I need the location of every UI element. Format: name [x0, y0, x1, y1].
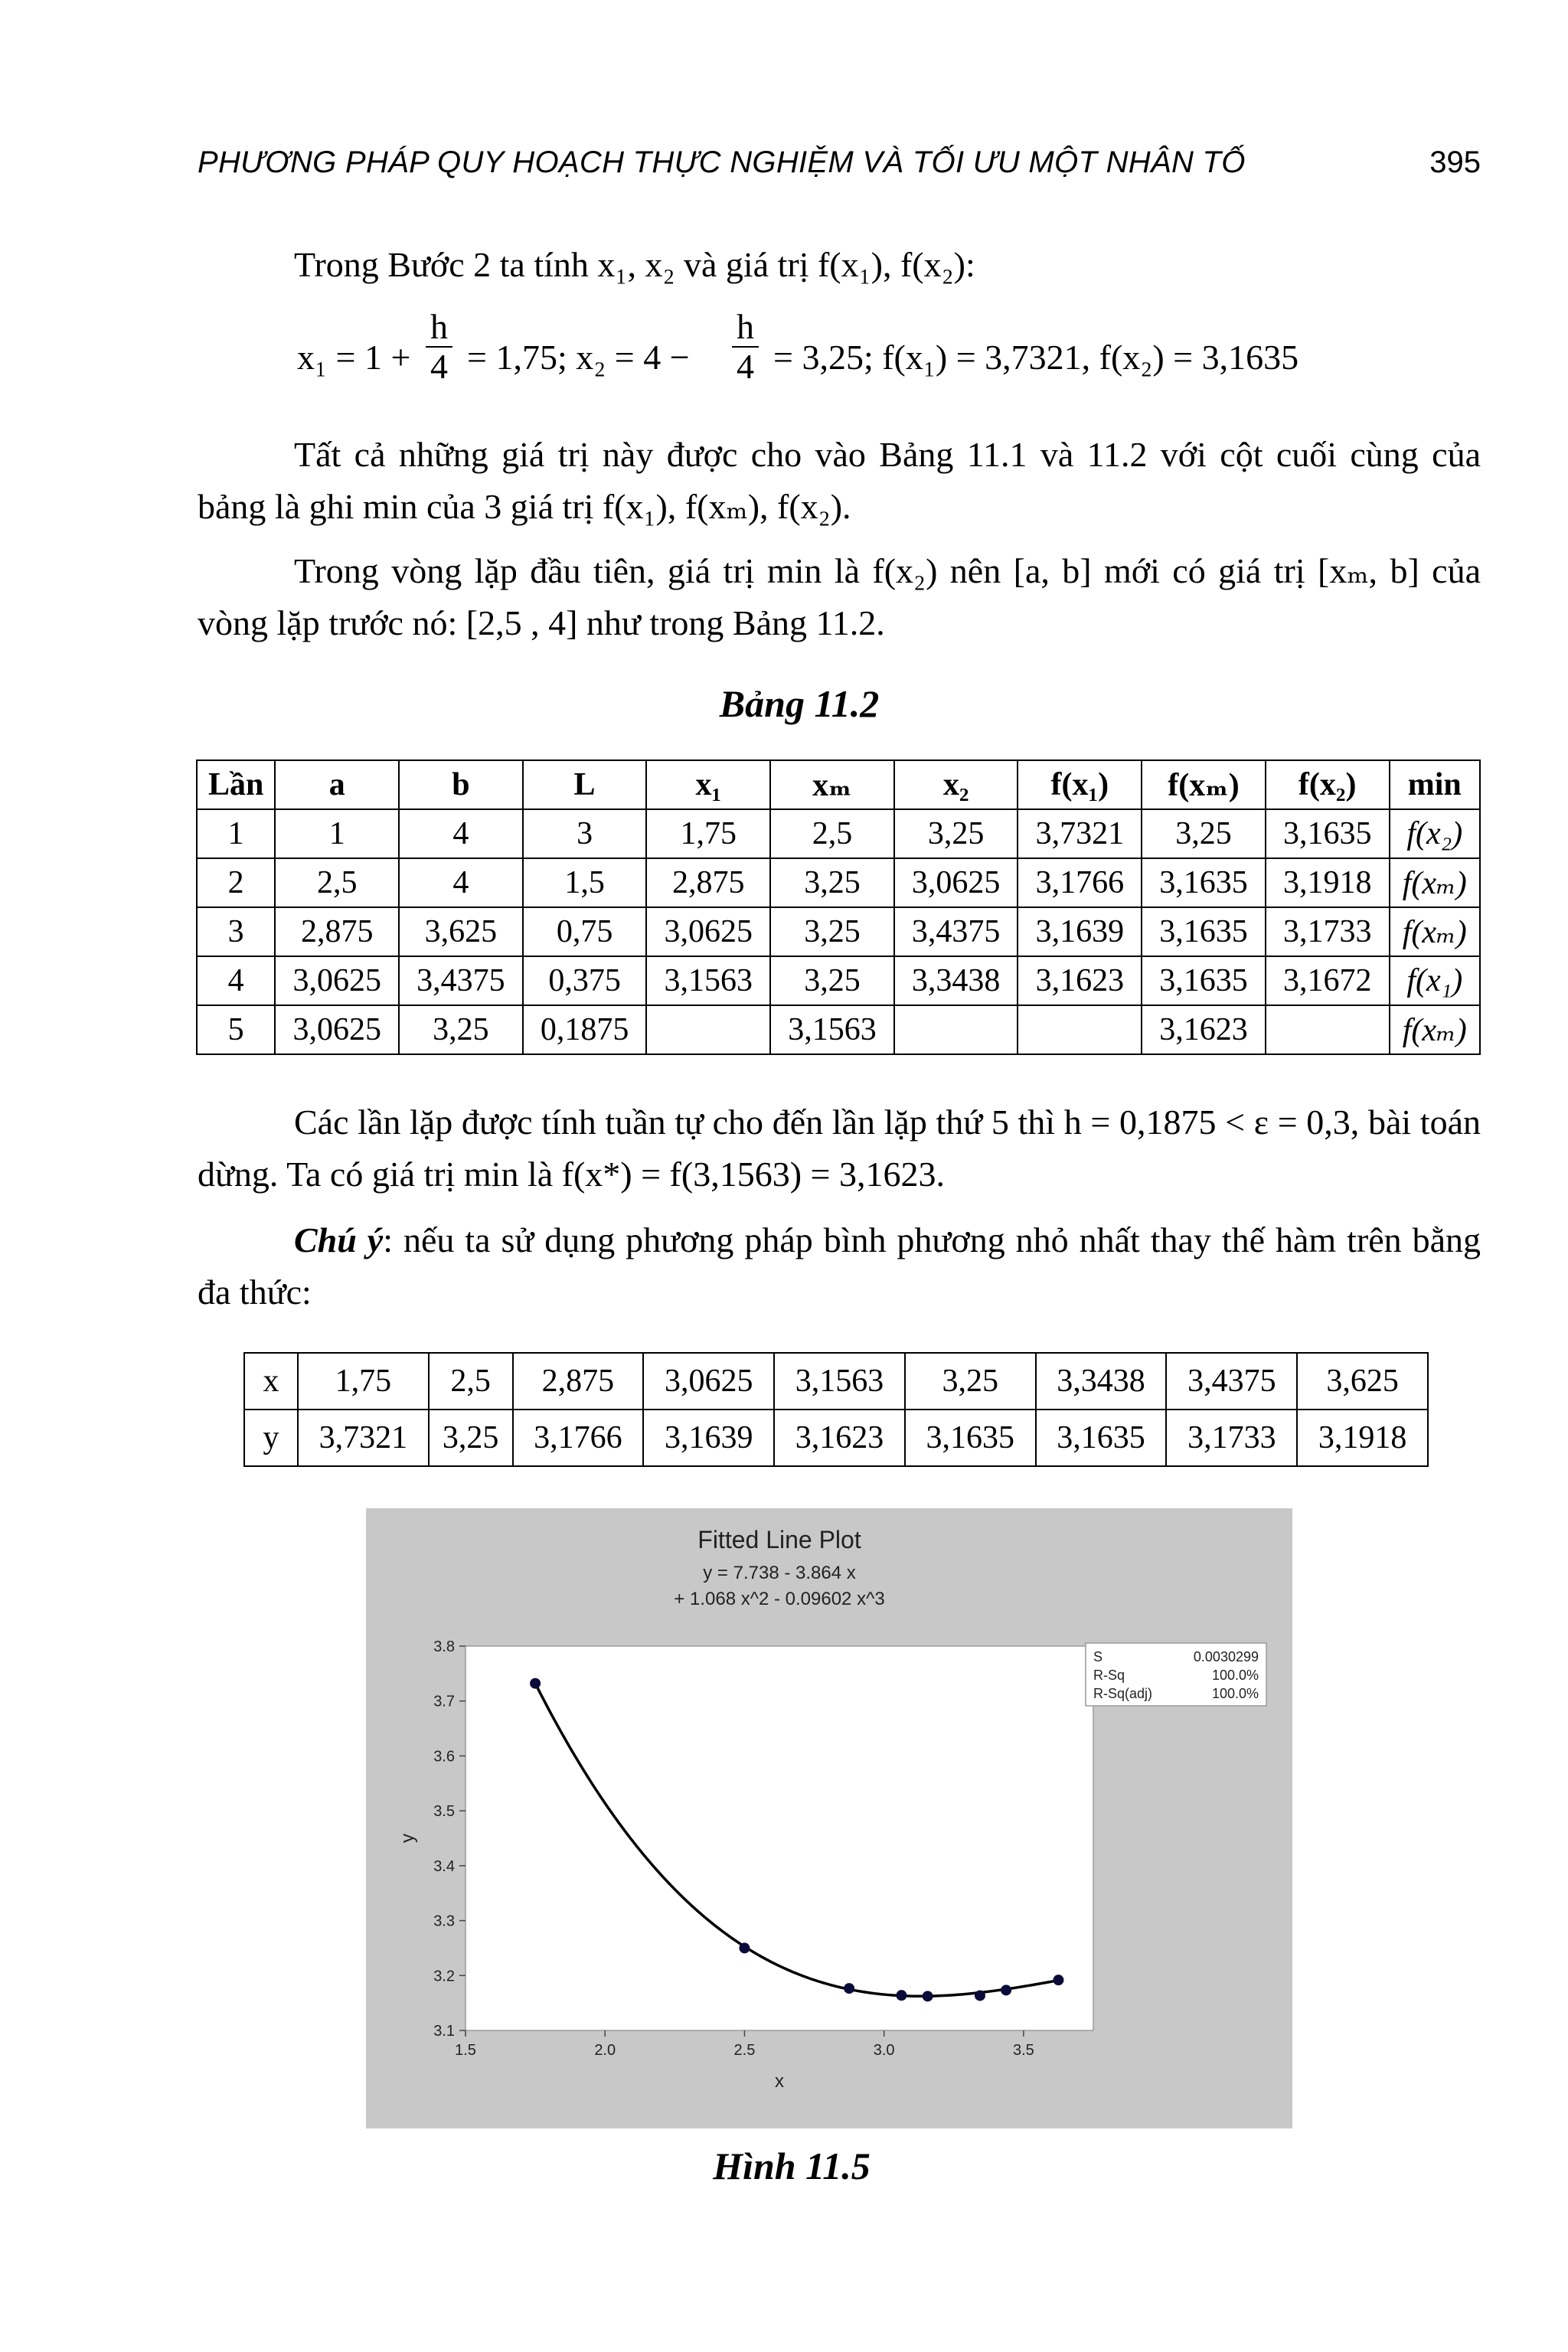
data-point [530, 1678, 541, 1689]
table-cell: 3,25 [399, 1005, 523, 1054]
table-cell: 4 [399, 809, 523, 858]
paragraph-stop [198, 1096, 1481, 1200]
table-cell: 3,1918 [1266, 858, 1390, 907]
formula-fraction-1 [426, 308, 452, 386]
data-point [975, 1990, 985, 2001]
table-cell [646, 1005, 770, 1054]
table-cell: 5 [197, 1005, 275, 1054]
x-axis-label: x [775, 2071, 784, 2092]
formula-part-c: = 3,25; f(x₁) = 3,7321, f(x₂) = 3,1635 [773, 338, 1299, 377]
table-cell: 3,1635 [1142, 907, 1266, 956]
paragraph-note [198, 1214, 1481, 1318]
table-cell: 3,4375 [894, 907, 1018, 956]
table-cell: 2 [197, 858, 275, 907]
fraction-2-denominator: 4 [737, 347, 754, 386]
xy-table-cell: 3,625 [1297, 1353, 1428, 1410]
table-cell: f(xₘ) [1390, 907, 1480, 956]
table-cell: 1 [275, 809, 399, 858]
xy-table-cell: 3,1733 [1166, 1410, 1297, 1466]
xy-table-cell: 3,7321 [298, 1410, 429, 1466]
paragraph-step2-text: Trong Bước 2 ta tính x₁, x₂ và giá trị f(x₁), f(x₂): [294, 245, 975, 284]
table-header-cell: f(x₂) [1266, 760, 1390, 809]
table-header-cell: f(x₁) [1018, 760, 1142, 809]
xy-table-cell: 3,25 [429, 1410, 513, 1466]
y-tick-label: 3.1 [433, 2023, 455, 2040]
xy-table-cell: 3,1635 [905, 1410, 1036, 1466]
stats-label: R-Sq [1093, 1668, 1125, 1683]
xy-table-cell: 2,875 [513, 1353, 644, 1410]
fitted-line-plot-svg [366, 1508, 1292, 2128]
x-tick-label: 2.0 [594, 2042, 616, 2059]
x-tick-label: 3.0 [873, 2042, 895, 2059]
y-tick-label: 3.3 [433, 1913, 455, 1930]
table-cell [1266, 1005, 1390, 1054]
xy-table-cell: 3,1918 [1297, 1410, 1428, 1466]
table-cell: f(xₘ) [1390, 858, 1480, 907]
paragraph-stop-text: Các lần lặp được tính tuần tự cho đến lần lặp thứ 5 thì h = 0,1875 < ε = 0,3, bài toán dừng. Ta có giá trị min là f(x*) = f(3,1563) = 3,1623. [198, 1102, 1481, 1194]
fitted-line-plot [366, 1508, 1292, 2128]
table-cell: 3,25 [1142, 809, 1266, 858]
paragraph-first-loop [198, 545, 1481, 649]
xy-table-row-y [244, 1410, 1428, 1466]
y-tick-label: 3.7 [433, 1693, 455, 1710]
xy-table-cell: 2,5 [429, 1353, 513, 1410]
xy-table [243, 1352, 1429, 1467]
stats-label: R-Sq(adj) [1093, 1686, 1153, 1701]
x-tick-label: 3.5 [1012, 2042, 1034, 2059]
iteration-table-body [197, 809, 1480, 1054]
note-label: Chú ý [294, 1220, 384, 1259]
xy-table-row-x [244, 1353, 1428, 1410]
table-cell: 3,1563 [770, 1005, 894, 1054]
fraction-2-numerator: h [732, 308, 759, 348]
y-tick-label: 3.4 [433, 1857, 455, 1875]
table-cell [894, 1005, 1018, 1054]
table-cell: 3 [197, 907, 275, 956]
table-header-cell: Lần [197, 760, 275, 809]
data-point [896, 1990, 906, 2001]
xy-table-label: y [244, 1410, 298, 1466]
xy-table-cell: 3,1563 [774, 1353, 905, 1410]
paragraph-values [198, 429, 1481, 533]
table-cell: 1 [197, 809, 275, 858]
y-tick-label: 3.2 [433, 1968, 455, 1985]
formula-part-a: x₁ = 1 + [297, 338, 411, 377]
stats-value: 100.0% [1211, 1686, 1259, 1701]
data-point [923, 1991, 933, 2001]
xy-table-cell: 3,1635 [1036, 1410, 1167, 1466]
table-cell: 3,1635 [1142, 858, 1266, 907]
table-cell: 3,1635 [1266, 809, 1390, 858]
table-header-cell: a [275, 760, 399, 809]
table-header-cell: xₘ [770, 760, 894, 809]
chart-subtitle-2: + 1.068 x^2 - 0.09602 x^3 [674, 1589, 885, 1609]
data-point [1001, 1984, 1011, 1995]
table-header-cell: f(xₘ) [1142, 760, 1266, 809]
xy-table-cell: 1,75 [298, 1353, 429, 1410]
paragraph-step2 [198, 239, 1481, 291]
table-cell: f(x₁) [1390, 956, 1480, 1005]
table-cell: 3,1766 [1018, 858, 1142, 907]
table-cell: 3,7321 [1018, 809, 1142, 858]
table-header-cell: L [523, 760, 647, 809]
table-cell: 3,1563 [646, 956, 770, 1005]
page-number: 395 [1429, 145, 1481, 179]
table-cell: 3,1672 [1266, 956, 1390, 1005]
paragraph-first-loop-text: Trong vòng lặp đầu tiên, giá trị min là f(x₂) nên [a, b] mới có giá trị [xₘ, b] của vòng lặp trước nó: [2,5 , 4] như trong Bảng 11.2. [198, 551, 1481, 642]
paragraph-values-text: Tất cả những giá trị này được cho vào Bảng 11.1 và 11.2 với cột cuối cùng của bảng là ghi min của 3 giá trị f(x₁), f(xₘ), f(x₂). [198, 435, 1481, 526]
table-cell: 2,5 [770, 809, 894, 858]
table-cell: 1,75 [646, 809, 770, 858]
table-row [197, 809, 1480, 858]
table-cell: 2,875 [646, 858, 770, 907]
chart-title: Fitted Line Plot [697, 1526, 861, 1553]
plot-area [466, 1646, 1093, 2030]
table-header-cell: x₁ [646, 760, 770, 809]
table-cell: 3,625 [399, 907, 523, 956]
xy-table-cell: 3,4375 [1166, 1353, 1297, 1410]
xy-table-cell: 3,1623 [774, 1410, 905, 1466]
x-tick-label: 2.5 [733, 2042, 756, 2059]
table-row [197, 858, 1480, 907]
running-header [198, 145, 1481, 191]
table-cell: 4 [197, 956, 275, 1005]
table-header-cell: x₂ [894, 760, 1018, 809]
table-row [197, 956, 1480, 1005]
y-tick-label: 3.5 [433, 1803, 455, 1821]
xy-table-cell: 3,1766 [513, 1410, 644, 1466]
table-cell: 3,0625 [275, 956, 399, 1005]
table-cell: 3,1623 [1142, 1005, 1266, 1054]
xy-table-cell: 3,1639 [643, 1410, 774, 1466]
y-tick-label: 3.8 [433, 1638, 455, 1655]
table-cell: 3,25 [894, 809, 1018, 858]
formula-fraction-2 [732, 308, 759, 386]
xy-table-label: x [244, 1353, 298, 1410]
table-cell: 3,1635 [1142, 956, 1266, 1005]
table-row [197, 1005, 1480, 1054]
table-cell: 4 [399, 858, 523, 907]
chart-subtitle-1: y = 7.738 - 3.864 x [703, 1563, 856, 1583]
table-cell: 3,25 [770, 956, 894, 1005]
x-tick-label: 1.5 [455, 2042, 476, 2059]
fraction-1-denominator: 4 [430, 347, 448, 386]
stats-value: 100.0% [1211, 1668, 1259, 1683]
table-cell: 0,375 [523, 956, 647, 1005]
table-cell: 2,875 [275, 907, 399, 956]
table-cell: 3,0625 [894, 858, 1018, 907]
xy-table-cell: 3,25 [905, 1353, 1036, 1410]
stats-value: 0.0030299 [1193, 1649, 1259, 1664]
xy-table-cell: 3,3438 [1036, 1353, 1167, 1410]
table-cell: 3,25 [770, 907, 894, 956]
iteration-table-header [197, 760, 1480, 809]
table-header-cell: b [399, 760, 523, 809]
table-row [197, 907, 1480, 956]
xy-table-cell: 3,0625 [643, 1353, 774, 1410]
table-cell: 3,4375 [399, 956, 523, 1005]
stats-label: S [1093, 1649, 1103, 1664]
fraction-1-numerator: h [426, 308, 452, 348]
data-point [739, 1942, 750, 1953]
table-cell: 0,75 [523, 907, 647, 956]
table-cell: f(x₂) [1390, 809, 1480, 858]
table-cell [1018, 1005, 1142, 1054]
table-cell: 0,1875 [523, 1005, 647, 1054]
table-cell: 3,3438 [894, 956, 1018, 1005]
table-cell: 3 [523, 809, 647, 858]
figure-caption: Hình 11.5 [713, 2145, 871, 2187]
y-tick-label: 3.6 [433, 1748, 455, 1766]
table-caption: Bảng 11.2 [719, 682, 880, 725]
table-cell: 3,0625 [275, 1005, 399, 1054]
y-axis-label: y [397, 1834, 418, 1843]
data-point [844, 1983, 854, 1994]
table-cell: 3,1639 [1018, 907, 1142, 956]
table-cell: 3,0625 [646, 907, 770, 956]
table-header-cell: min [1390, 760, 1480, 809]
iteration-table [196, 760, 1481, 1055]
table-cell: 3,25 [770, 858, 894, 907]
table-cell: 3,1623 [1018, 956, 1142, 1005]
header-title: PHƯƠNG PHÁP QUY HOẠCH THỰC NGHIỆM VÀ TỐI ƯU MỘT NHÂN TỐ [198, 145, 1246, 179]
note-text: : nếu ta sử dụng phương pháp bình phương nhỏ nhất thay thế hàm trên bằng đa thức: [198, 1220, 1481, 1312]
formula-part-b: = 1,75; x₂ = 4 − [467, 338, 690, 377]
table-cell: 1,5 [523, 858, 647, 907]
table-cell: 2,5 [275, 858, 399, 907]
table-cell: 3,1733 [1266, 907, 1390, 956]
data-point [1053, 1975, 1063, 1985]
table-cell: f(xₘ) [1390, 1005, 1480, 1054]
